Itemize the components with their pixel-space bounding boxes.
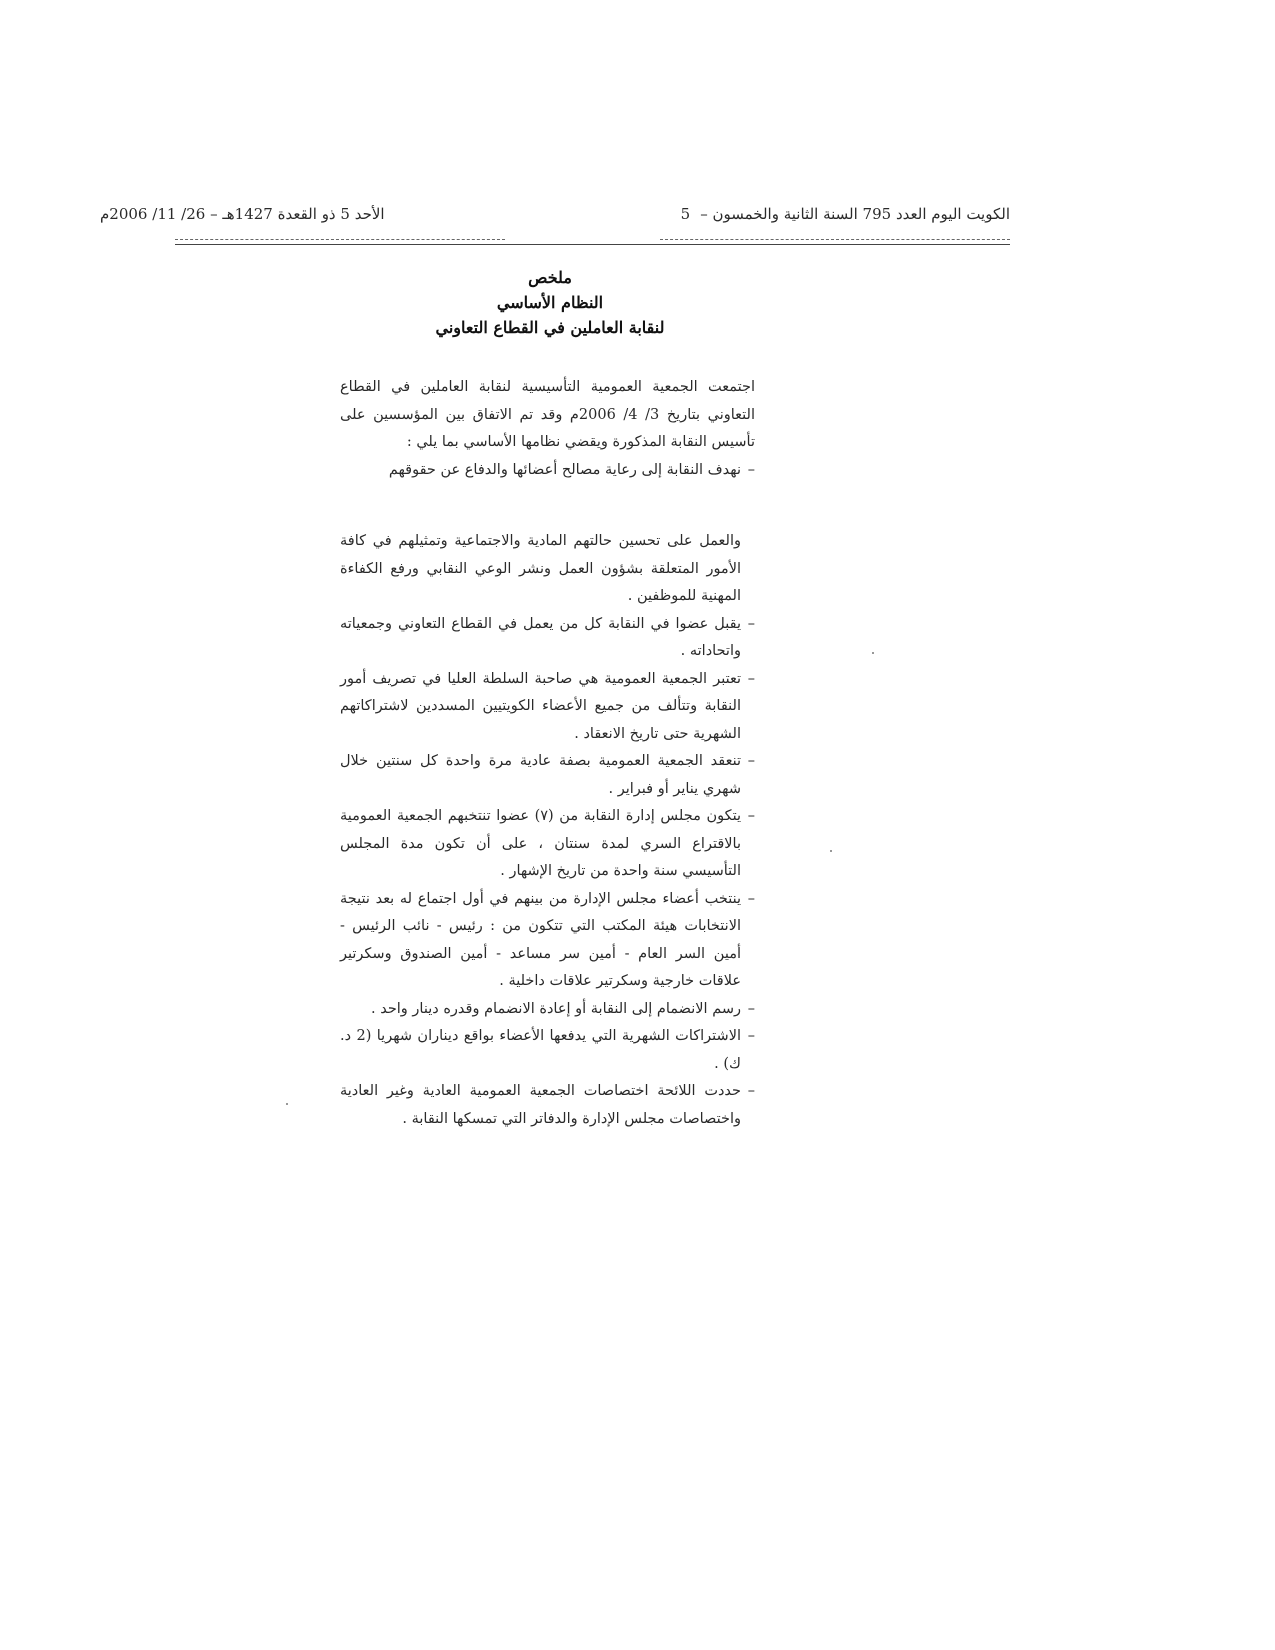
scan-speck — [830, 850, 832, 852]
paragraph-gap — [340, 484, 755, 528]
clause-objectives: – نهدف النقابة إلى رعاية مصالح أعضائها والدفاع عن حقوقهم — [340, 457, 755, 485]
header-rule-dashed-left — [175, 239, 505, 240]
publication-title: الكويت اليوم العدد 795 السنة الثانية والخمسون – — [700, 205, 1010, 223]
clause-board-composition: – يتكون مجلس إدارة النقابة من (٧) عضوا تنتخبهم الجمعية العمومية بالاقتراع السري لمدة سنتان ، على أن تكون مدة المجلس التأسيسي سنة واحدة من تاريخ الإشهار . — [340, 803, 755, 886]
title-line-summary: ملخص — [528, 268, 572, 287]
publication-header — [681, 205, 1010, 223]
clause-membership: – يقبل عضوا في النقابة كل من يعمل في القطاع التعاوني وجمعياته واتحاداته . — [340, 611, 755, 666]
page-header — [100, 205, 1010, 235]
page-number: 5 — [680, 205, 691, 223]
header-rule-dashed-right — [660, 239, 1010, 240]
clause-board-officers: – ينتخب أعضاء مجلس الإدارة من بينهم في أول اجتماع له بعد نتيجة الانتخابات هيئة المكتب التي تتكون من : رئيس - نائب الرئيس - أمين السر العام - أمين سر مساعد - أمين الصندوق وسكرتير علاقات خارجية وسكرتير علاقات داخلية . — [340, 886, 755, 996]
issue-date: الأحد 5 ذو القعدة 1427هـ – 26/ 11/ 2006م — [100, 205, 385, 223]
scan-speck — [286, 1103, 288, 1105]
clause-assembly-meeting: – تنعقد الجمعية العمومية بصفة عادية مرة واحدة كل سنتين خلال شهري يناير أو فبراير . — [340, 748, 755, 803]
clause-monthly-dues: – الاشتراكات الشهرية التي يدفعها الأعضاء بواقع ديناران شهريا (2 د. ك) . — [340, 1023, 755, 1078]
clause-general-assembly: – تعتبر الجمعية العمومية هي صاحبة السلطة العليا في تصريف أمور النقابة وتتألف من جميع الأعضاء الكويتيين المسددين لاشتراكاتهم الشهرية حتى تاريخ الانعقاد . — [340, 666, 755, 749]
clause-objectives-continued: والعمل على تحسين حالتهم المادية والاجتماعية وتمثيلهم في كافة الأمور المتعلقة بشؤون العمل ونشر الوعي النقابي ورفع الكفاءة المهنية للموظفين . — [340, 533, 741, 604]
header-rule — [175, 244, 1010, 245]
title-line-bylaws: النظام الأساسي — [496, 293, 604, 312]
title-line-union: لنقابة العاملين في القطاع التعاوني — [435, 318, 665, 337]
clause-joining-fee: – رسم الانضمام إلى النقابة أو إعادة الانضمام وقدره دينار واحد . — [340, 996, 755, 1024]
clause-bylaws-regulations: – حددت اللائحة اختصاصات الجمعية العمومية العادية وغير العادية واختصاصات مجلس الإدارة والدفاتر التي تمسكها النقابة . — [340, 1078, 755, 1133]
document-body — [340, 374, 755, 1133]
scan-speck — [872, 652, 874, 654]
document-title — [330, 265, 770, 340]
intro-paragraph: اجتمعت الجمعية العمومية التأسيسية لنقابة العاملين في القطاع التعاوني بتاريخ 3/ 4/ 2006م وقد تم الاتفاق بين المؤسسين على تأسيس النقابة المذكورة ويقضي نظامها الأساسي بما يلي : — [340, 379, 755, 450]
